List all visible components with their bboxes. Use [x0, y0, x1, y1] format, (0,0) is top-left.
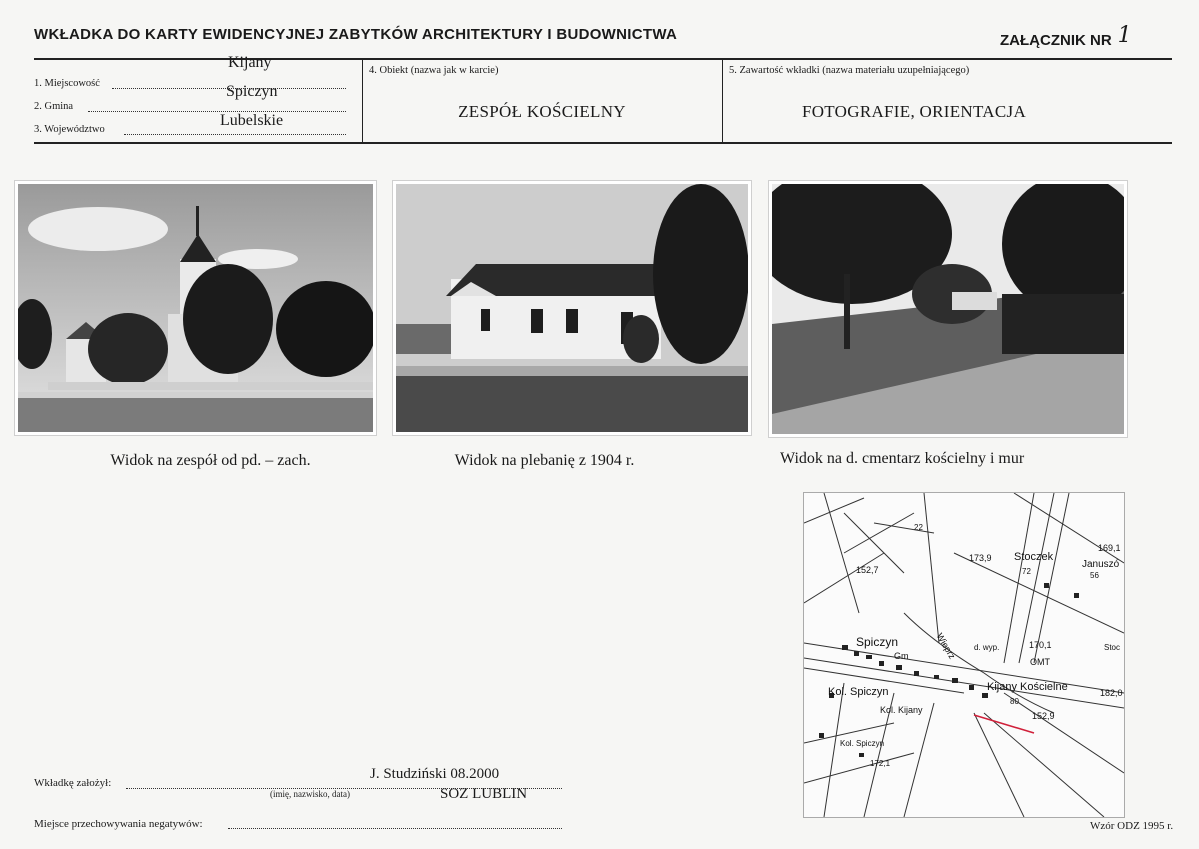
- map-label-kijany-koscielne: Kijany Kościelne: [987, 681, 1068, 693]
- header-bottom-rule: [34, 142, 1172, 144]
- office-value: SOZ LUBLIN: [440, 786, 528, 802]
- map-label-januszow: Januszó: [1082, 559, 1120, 570]
- map-label-kol-kijany: Kol. Kijany: [880, 705, 923, 715]
- voivodeship-label: 3. Województwo: [34, 124, 105, 135]
- form-title: WKŁADKA DO KARTY EWIDENCYJNEJ ZABYTKÓW ARCHITEKTURY I BUDOWNICTWA: [34, 26, 678, 43]
- map-label-stoc: Stoc: [1104, 643, 1121, 652]
- divider-2: [722, 60, 723, 142]
- commune-dots: [88, 111, 346, 112]
- founder-label: Wkładkę założył:: [34, 777, 112, 789]
- founder-hint: (imię, nazwisko, data): [270, 789, 350, 799]
- map-label-gm: Gm: [894, 651, 909, 661]
- annex-number: 1: [1117, 23, 1132, 48]
- place-value: Kijany: [228, 54, 272, 71]
- negatives-dots: [228, 828, 562, 829]
- map-label-stoczek: Stoczek: [1014, 551, 1054, 563]
- form-template-label: Wzór ODZ 1995 r.: [1090, 820, 1174, 832]
- map-label-elev-3: 170,1: [1029, 640, 1052, 650]
- commune-value: Spiczyn: [226, 83, 278, 100]
- voivodeship-value: Lubelskie: [220, 112, 284, 129]
- map-label-num-1: 56: [1090, 571, 1099, 580]
- map-label-elev-7: 172,1: [870, 759, 891, 768]
- contents-label: 5. Zawartość wkładki (nazwa materiału uzupełniającego): [729, 65, 970, 76]
- caption-photo-3: Widok na d. cmentarz kościelny i mur: [780, 450, 1025, 467]
- voivodeship-dots: [124, 134, 346, 135]
- photo-presbytery: [392, 180, 752, 436]
- map-label-kol-spiczyn: Kol. Spiczyn: [828, 686, 889, 698]
- map-label-num-4: 22: [914, 523, 923, 532]
- map-label-river: Wieprz: [934, 631, 958, 661]
- map-label-elev-2: 152,7: [856, 565, 879, 575]
- divider-1: [362, 60, 363, 142]
- photo-cemetery-wall: [768, 180, 1128, 438]
- contents-value: FOTOGRAFIE, ORIENTACJA: [801, 102, 1027, 121]
- annex-label: [1000, 23, 1132, 51]
- map-label-omt: OMT: [1030, 657, 1050, 667]
- map-label-elev-5: 169,1: [1098, 543, 1121, 553]
- negatives-label: Miejsce przechowywania negatywów:: [34, 818, 203, 830]
- photo-church-complex: [14, 180, 377, 436]
- founder-value: J. Studziński 08.2000: [370, 766, 500, 782]
- object-value: ZESPÓŁ KOŚCIELNY: [458, 102, 626, 121]
- caption-photo-2: Widok na plebanię z 1904 r.: [454, 452, 635, 469]
- map-label-wyp: d. wyp.: [974, 643, 1000, 652]
- map-label-num-3: 80: [1010, 697, 1019, 706]
- place-label: 1. Miejscowość: [34, 78, 100, 89]
- annex-text: ZAŁĄCZNIK NR: [1000, 32, 1112, 49]
- map-label-kol-spiczyn-2: Kol. Spiczyn: [840, 739, 885, 748]
- map-label-elev-6: 182,0: [1100, 688, 1123, 698]
- map-label-elev-1: 173,9: [969, 553, 992, 563]
- map-label-elev-4: 152,9: [1032, 711, 1055, 721]
- object-label: 4. Obiekt (nazwa jak w karcie): [369, 65, 499, 76]
- caption-photo-1: Widok na zespół od pd. – zach.: [110, 452, 311, 469]
- map-label-spiczyn: Spiczyn: [856, 635, 899, 649]
- commune-label: 2. Gmina: [34, 101, 74, 112]
- orientation-map: [803, 492, 1125, 818]
- map-label-num-2: 72: [1022, 567, 1031, 576]
- location-block: [34, 54, 354, 142]
